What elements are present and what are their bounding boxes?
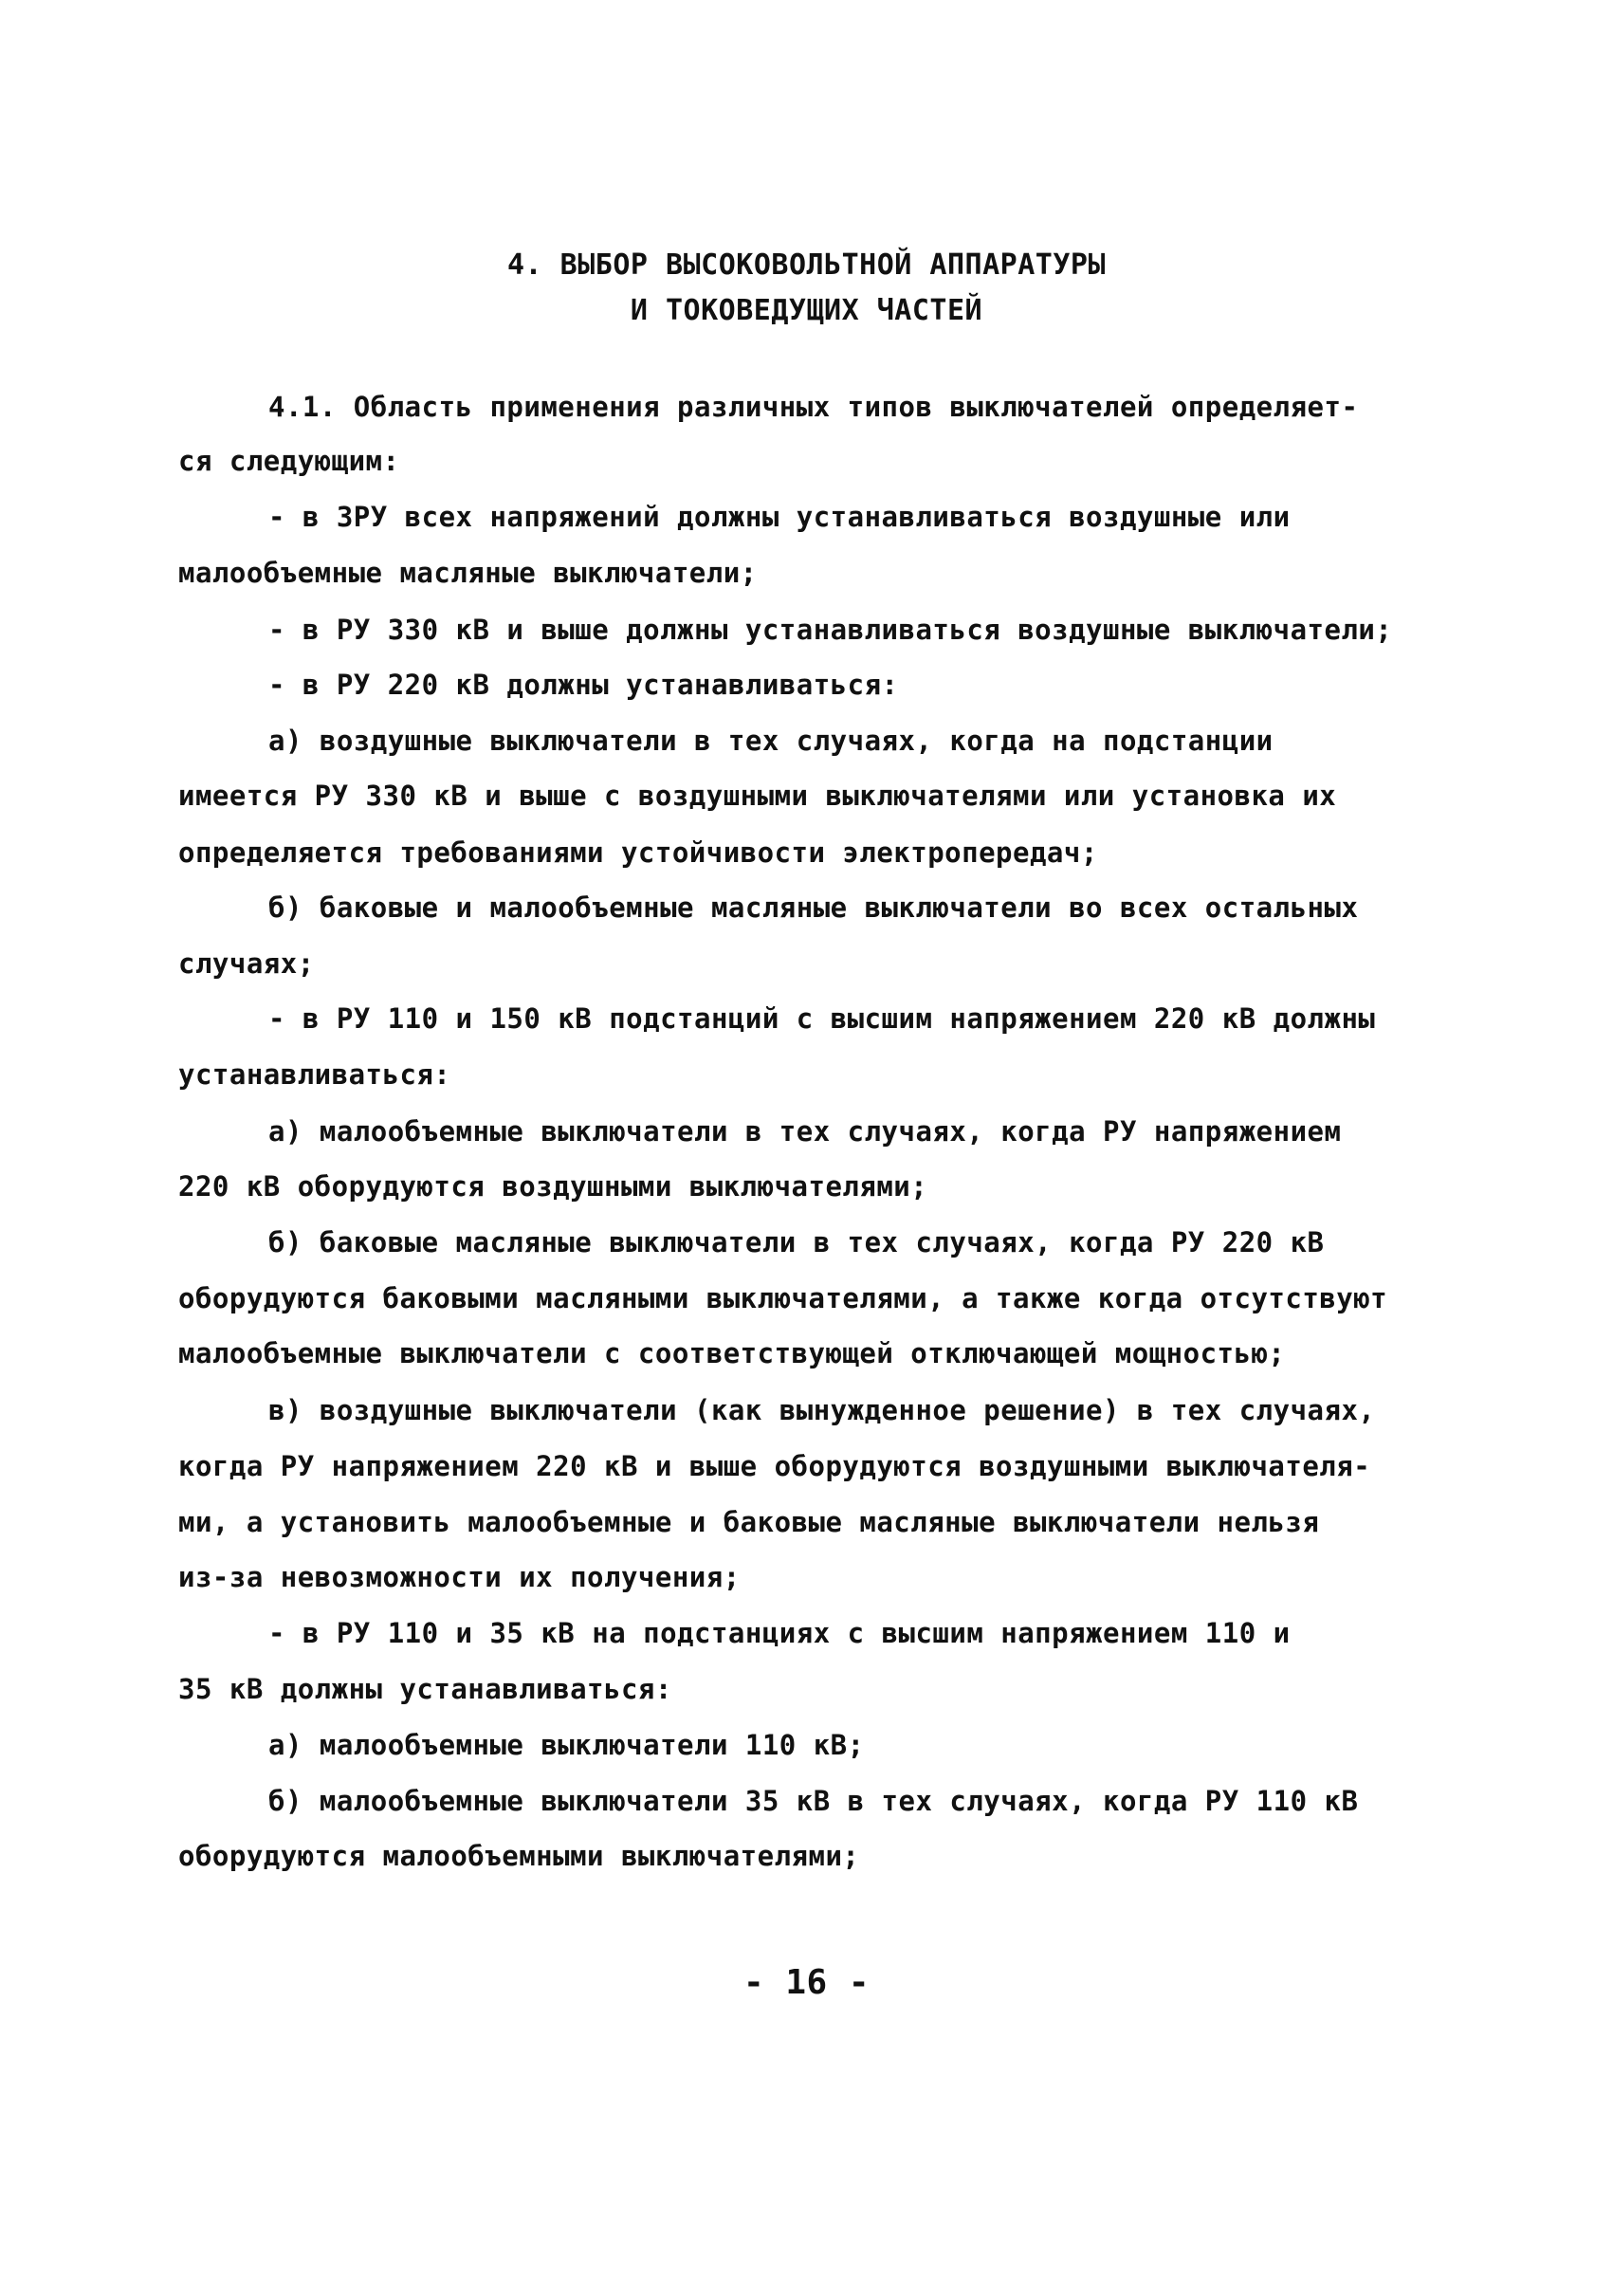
section-heading-line-2: И ТОКОВЕДУЩИХ ЧАСТЕЙ [630, 294, 983, 327]
page-number: - 16 - [742, 1963, 871, 2002]
paragraph-line: в) воздушные выключатели (как вынужденное решение) в тех случаях, [268, 1394, 1376, 1426]
paragraph-line: - в РУ 110 и 150 кВ подстанций с высшим напряжением 220 кВ должны [268, 1002, 1376, 1035]
paragraph-line: имеется РУ 330 кВ и выше с воздушными выключателями или установка их [178, 780, 1337, 812]
paragraph-line: а) малообъемные выключатели 110 кВ; [268, 1729, 865, 1761]
paragraph-line: ся следующим: [178, 445, 400, 477]
section-heading-line-1: 4. ВЫБОР ВЫСОКОВОЛЬТНОЙ АППАРАТУРЫ [506, 248, 1107, 282]
paragraph-line: устанавливаться: [178, 1058, 451, 1091]
paragraph-line: малообъемные масляные выключатели; [178, 557, 758, 589]
paragraph-line: 220 кВ оборудуются воздушными выключателями; [178, 1170, 928, 1203]
paragraph-line: 35 кВ должны устанавливаться: [178, 1673, 672, 1705]
paragraph-line: а) малообъемные выключатели в тех случаях, когда РУ напряжением [268, 1115, 1342, 1148]
paragraph-line: - в РУ 220 кВ должны устанавливаться: [268, 669, 899, 701]
paragraph-line: когда РУ напряжением 220 кВ и выше оборудуются воздушными выключателя- [178, 1450, 1371, 1482]
paragraph-line: из-за невозможности их получения; [178, 1561, 741, 1593]
paragraph-line: б) малообъемные выключатели 35 кВ в тех случаях, когда РУ 110 кВ [268, 1785, 1359, 1817]
paragraph-line: - в ЗРУ всех напряжений должны устанавливаться воздушные или [268, 501, 1291, 533]
paragraph-line: малообъемные выключатели с соответствующей отключающей мощностью; [178, 1337, 1286, 1369]
paragraph-line: 4.1. Область применения различных типов выключателей определяет- [268, 391, 1359, 423]
paragraph-line: б) баковые масляные выключатели в тех случаях, когда РУ 220 кВ [268, 1226, 1325, 1258]
paragraph-line: оборудуются малообъемными выключателями; [178, 1840, 860, 1872]
paragraph-line: - в РУ 330 кВ и выше должны устанавливаться воздушные выключатели; [268, 614, 1393, 646]
paragraph-line: оборудуются баковыми масляными выключателями, а также когда отсутствуют [178, 1282, 1388, 1314]
paragraph-line: ми, а установить малообъемные и баковые масляные выключатели нельзя [178, 1506, 1320, 1538]
paragraph-line: - в РУ 110 и 35 кВ на подстанциях с высшим напряжением 110 и [268, 1617, 1291, 1649]
paragraph-line: определяется требованиями устойчивости электропередач; [178, 836, 1098, 869]
paragraph-line: а) воздушные выключатели в тех случаях, когда на подстанции [268, 725, 1274, 757]
paragraph-line: случаях; [178, 947, 315, 980]
paragraph-line: б) баковые и малообъемные масляные выключатели во всех остальных [268, 891, 1359, 924]
